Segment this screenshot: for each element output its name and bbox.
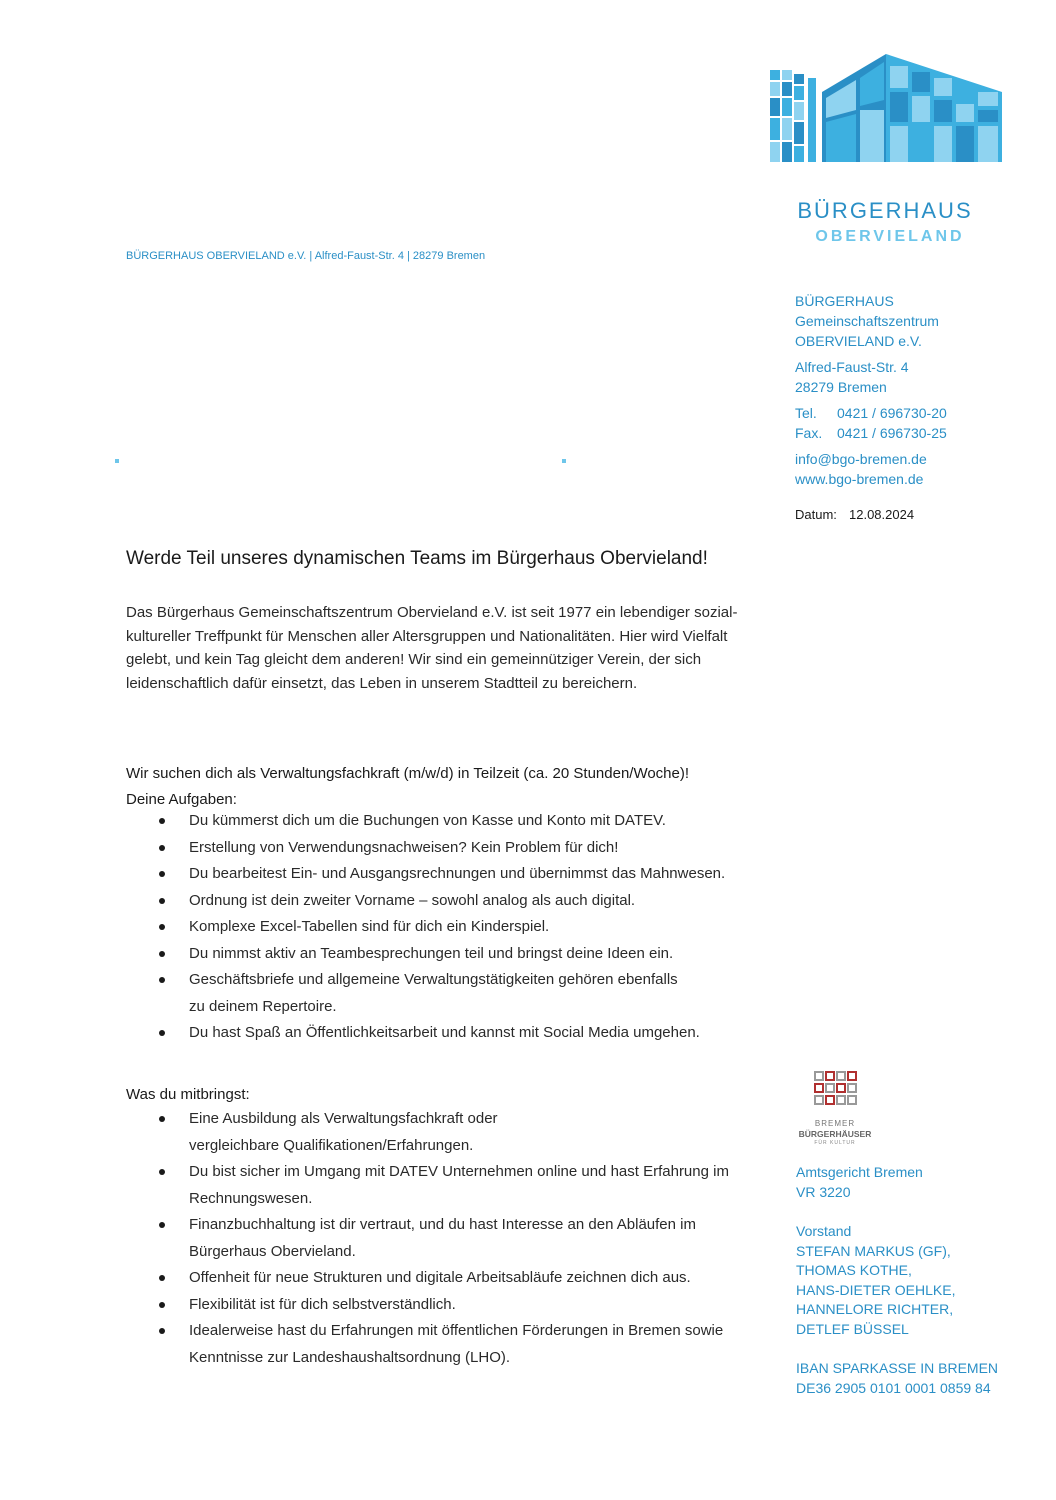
list-item: Ordnung ist dein zweiter Vorname – sowohl analog als auch digital. [126, 888, 776, 915]
sender-line: BÜRGERHAUS OBERVIELAND e.V. | Alfred-Faust-Str. 4 | 28279 Bremen [126, 250, 486, 262]
partner-logo-line3: FÜR KULTUR [814, 1140, 856, 1146]
intro-paragraph: Das Bürgerhaus Gemeinschaftszentrum Obervieland e.V. ist seit 1977 ein lebendiger sozial-kultureller Treffpunkt für Menschen aller Altersgruppen und Nationalitäten. Hier wird Vielfalt gelebt, und kein Tag gleicht dem anderen! Wir sind ein gemeinnütziger Verein, der sich leidenschaftlich dafür einsetzt, das Leben in unserem Stadtteil zu bereichern. [126, 604, 738, 692]
board-member: HANNELORE RICHTER, [796, 1301, 954, 1317]
list-item: Offenheit für neue Strukturen und digitale Arbeitsabläufe zeichnen dich aus. [126, 1265, 786, 1292]
building-logo-icon [766, 52, 1006, 192]
headline: Werde Teil unseres dynamischen Teams im Bürgerhaus Obervieland! [126, 548, 708, 569]
register-number: VR 3220 [796, 1183, 851, 1200]
search-line: Wir suchen dich als Verwaltungsfachkraft (m/w/d) in Teilzeit (ca. 20 Stunden/Woche)! [126, 765, 690, 782]
board-member: HANS-DIETER OEHLKE, [796, 1281, 956, 1298]
fax-number: 0421 / 696730-25 [837, 425, 947, 441]
fold-mark [115, 459, 119, 463]
logo-title: BÜRGERHAUS [797, 198, 973, 223]
bank-name: IBAN SPARKASSE IN BREMEN [796, 1360, 999, 1376]
web-link[interactable]: www.bgo-bremen.de [795, 471, 924, 487]
board-member: STEFAN MARKUS (GF), [796, 1242, 951, 1259]
tasks-section [126, 791, 776, 1047]
street: Alfred-Faust-Str. 4 [795, 359, 909, 375]
list-item: Du hast Spaß an Öffentlichkeitsarbeit und kannst mit Social Media umgehen. [126, 1020, 776, 1047]
tel-label: Tel. [795, 405, 817, 421]
bremer-buergerhaeuser-logo [790, 1068, 880, 1148]
logo-subtitle: OBERVIELAND [815, 228, 965, 245]
date-line [795, 507, 914, 522]
list-item: Du bearbeitest Ein- und Ausgangsrechnungen und übernimmst das Mahnwesen. [126, 861, 776, 888]
board-member: DETLEF BÜSSEL [796, 1320, 909, 1337]
buergerhaus-logo [766, 52, 1006, 252]
list-item: Idealerweise hast du Erfahrungen mit öffentlichen Förderungen in Bremen sowie Kenntnisse zur Landeshaushaltsordnung (LHO). [126, 1318, 786, 1371]
list-item: Finanzbuchhaltung ist dir vertraut, und du hast Interesse an den Abläufen im Bürgerhaus Obervieland. [126, 1212, 786, 1265]
tel-number: 0421 / 696730-20 [837, 405, 947, 421]
list-item: Du kümmerst dich um die Buchungen von Kasse und Konto mit DATEV. [126, 808, 776, 835]
org-line: BÜRGERHAUS [795, 293, 894, 309]
org-line: OBERVIELAND e.V. [795, 333, 922, 349]
list-item: Eine Ausbildung als Verwaltungsfachkraft oder vergleichbare Qualifikationen/Erfahrungen. [126, 1106, 786, 1159]
court: Amtsgericht Bremen [796, 1164, 923, 1180]
list-item: Geschäftsbriefe und allgemeine Verwaltungstätigkeiten gehören ebenfalls zu deinem Repertoire. [126, 967, 776, 1020]
list-item: Du nimmst aktiv an Teambesprechungen teil und bringst deine Ideen ein. [126, 941, 776, 968]
partner-grid-icon [790, 1068, 880, 1118]
address-block [795, 291, 1015, 495]
org-line: Gemeinschaftszentrum [795, 313, 939, 329]
list-item: Du bist sicher im Umgang mit DATEV Unternehmen online und hast Erfahrung im Rechnungswesen. [126, 1159, 786, 1212]
list-item: Erstellung von Verwendungsnachweisen? Kein Problem für dich! [126, 835, 776, 862]
board-label: Vorstand [796, 1223, 852, 1239]
fold-mark [562, 459, 566, 463]
partner-logo-line1: BREMER [814, 1119, 856, 1128]
skills-section [126, 1106, 786, 1371]
date-label: Datum: [795, 507, 837, 522]
tasks-title: Deine Aufgaben: [126, 791, 237, 808]
iban: DE36 2905 0101 0001 0859 84 [796, 1379, 991, 1396]
email-link[interactable]: info@bgo-bremen.de [795, 451, 927, 467]
partner-logo-line2: BÜRGERHÄUSER [798, 1129, 872, 1139]
list-item: Komplexe Excel-Tabellen sind für dich ein Kinderspiel. [126, 914, 776, 941]
date-value: 12.08.2024 [849, 507, 915, 522]
skills-title: Was du mitbringst: [126, 1086, 250, 1103]
city: 28279 Bremen [795, 379, 887, 395]
fax-label: Fax. [795, 425, 823, 441]
board-member: THOMAS KOTHE, [796, 1262, 912, 1278]
legal-block [796, 1163, 1026, 1418]
list-item: Flexibilität ist für dich selbstverständlich. [126, 1292, 786, 1319]
